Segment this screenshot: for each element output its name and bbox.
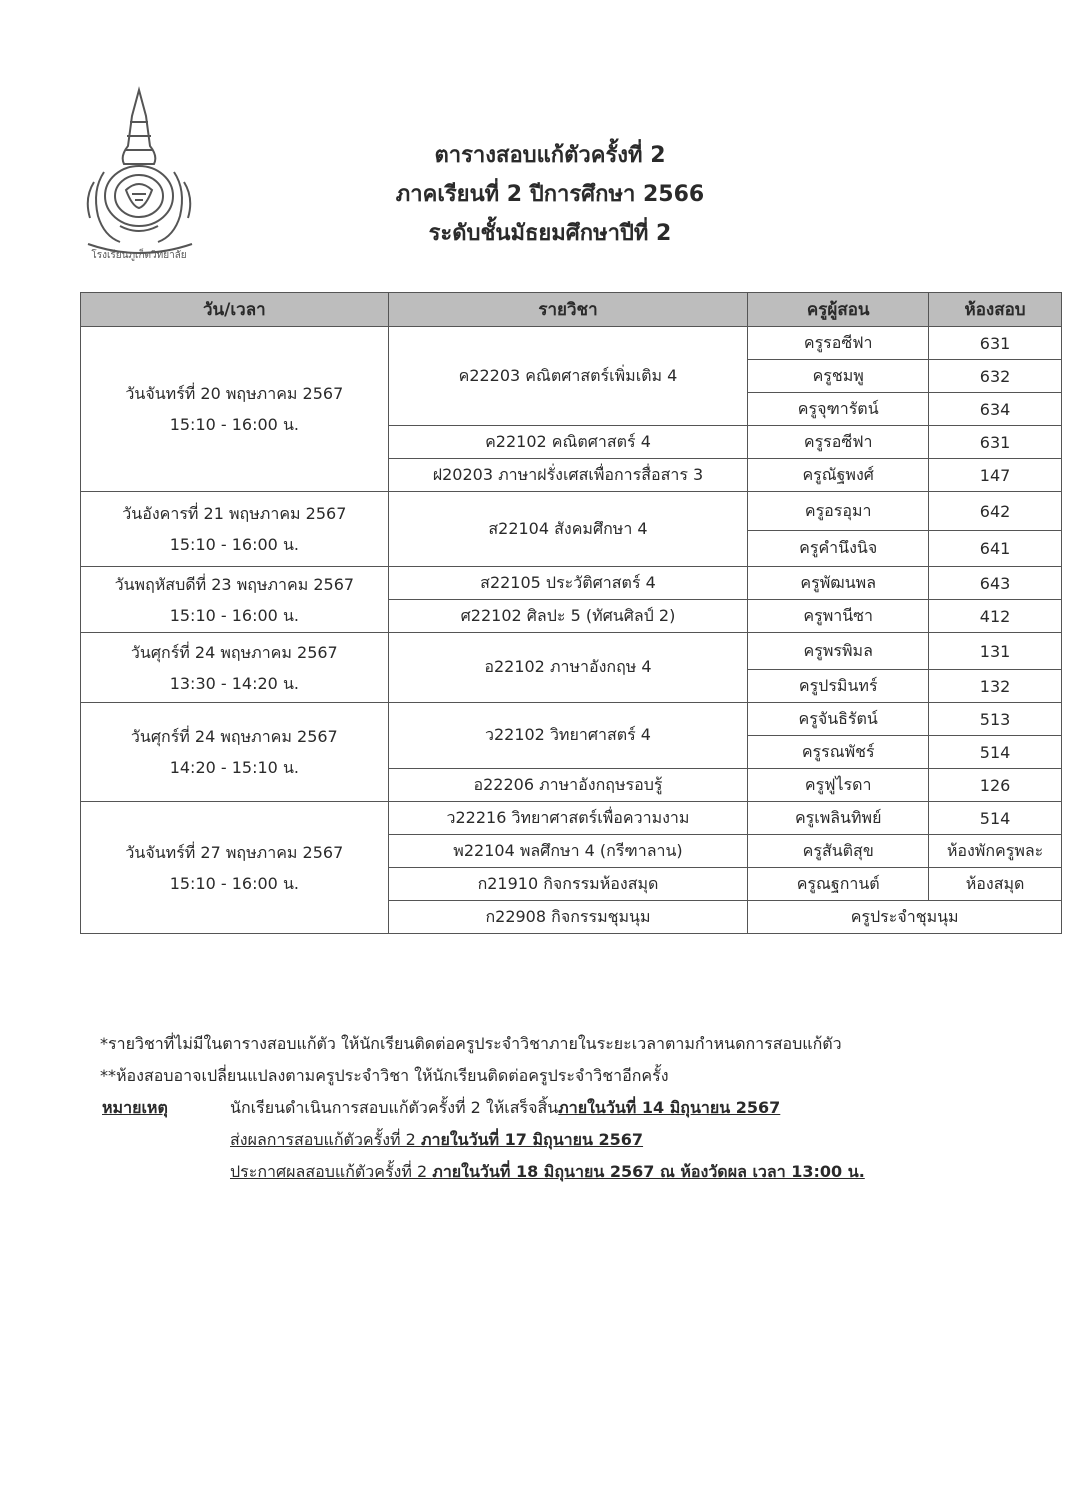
- room-cell: 632: [929, 360, 1062, 393]
- teacher-cell: ครูพรพิมล: [748, 633, 929, 670]
- session-date: วันพฤหัสบดีที่ 23 พฤษภาคม 2567: [114, 574, 355, 594]
- room-cell: 131: [929, 633, 1062, 670]
- exam-schedule-table: [80, 292, 1062, 934]
- remark-1-deadline: ภายในวันที่ 14 มิถุนายน 2567: [558, 1098, 781, 1117]
- remark-3-deadline: ภายในวันที่ 18 มิถุนายน 2567 ณ ห้องวัดผล เวลา 13:00 น.: [432, 1162, 865, 1181]
- room-cell: 513: [929, 703, 1062, 736]
- session-time: 13:30 - 14:20 น.: [169, 673, 299, 693]
- notes-section: [100, 1028, 1050, 1188]
- remark-line-1: [230, 1092, 865, 1124]
- teacher-cell: ครูณฐกานต์: [748, 868, 929, 901]
- subject-cell: ว22216 วิทยาศาสตร์เพื่อความงาม: [388, 802, 748, 835]
- remark-1-text: นักเรียนดำเนินการสอบแก้ตัวครั้งที่ 2 ให้เสร็จสิ้น: [230, 1098, 559, 1117]
- teacher-cell: ครูณัฐพงศ์: [748, 459, 929, 492]
- table-header-row: [81, 293, 1062, 327]
- session-time: 15:10 - 16:00 น.: [169, 873, 299, 893]
- teacher-cell: ครูปรมินทร์: [748, 670, 929, 703]
- teacher-cell: ครูฟูไรดา: [748, 769, 929, 802]
- room-cell: 643: [929, 567, 1062, 600]
- school-seal-icon: [80, 86, 198, 266]
- subject-cell: ก21910 กิจกรรมห้องสมุด: [388, 868, 748, 901]
- table-row: [81, 567, 1062, 600]
- session-time: 14:20 - 15:10 น.: [169, 758, 299, 777]
- subject-cell: พ22104 พลศึกษา 4 (กรีฑาลาน): [388, 835, 748, 868]
- teacher-cell: ครูอรอุมา: [748, 492, 929, 531]
- room-cell: 634: [929, 393, 1062, 426]
- teacher-cell: ครูพานีซา: [748, 600, 929, 633]
- room-cell: ห้องพักครูพละ: [929, 835, 1062, 868]
- session-cell: [81, 567, 389, 633]
- subject-cell: ฝ20203 ภาษาฝรั่งเศสเพื่อการสื่อสาร 3: [388, 459, 748, 492]
- remark-2-deadline: ภายในวันที่ 17 มิถุนายน 2567: [420, 1130, 644, 1149]
- session-date: วันอังคารที่ 21 พฤษภาคม 2567: [122, 504, 347, 523]
- teacher-cell: ครูจุฑารัตน์: [748, 393, 929, 426]
- session-time: 15:10 - 16:00 น.: [169, 535, 299, 554]
- remark-label: หมายเหตุ: [102, 1098, 168, 1117]
- subject-cell: ค22102 คณิตศาสตร์ 4: [388, 426, 748, 459]
- teacher-cell: ครูสันติสุข: [748, 835, 929, 868]
- session-cell: [81, 492, 389, 567]
- room-cell: 132: [929, 670, 1062, 703]
- room-cell: 631: [929, 426, 1062, 459]
- session-cell: [81, 633, 389, 703]
- remark-lines: [230, 1092, 865, 1188]
- table-row: [81, 633, 1062, 670]
- subject-cell: ก22908 กิจกรรมชุมนุม: [388, 901, 748, 934]
- room-cell: 514: [929, 802, 1062, 835]
- session-date: วันศุกร์ที่ 24 พฤษภาคม 2567: [130, 727, 338, 746]
- subject-cell: ส22104 สังคมศึกษา 4: [388, 492, 748, 567]
- session-date: วันจันทร์ที่ 20 พฤษภาคม 2567: [125, 384, 344, 403]
- subject-cell: ส22105 ประวัติศาสตร์ 4: [388, 567, 748, 600]
- column-header-room: ห้องสอบ: [929, 293, 1062, 327]
- subject-cell: อ22206 ภาษาอังกฤษรอบรู้: [388, 769, 748, 802]
- teacher-room-cell: ครูประจำชุมนุม: [748, 901, 1062, 934]
- title-line-3: ระดับชั้นมัธยมศึกษาปีที่ 2: [428, 221, 672, 246]
- column-header-teacher: ครูผู้สอน: [748, 293, 929, 327]
- column-header-subject: รายวิชา: [388, 293, 748, 327]
- table-row: [81, 327, 1062, 360]
- room-cell: ห้องสมุด: [929, 868, 1062, 901]
- teacher-cell: ครูจันธิรัตน์: [748, 703, 929, 736]
- note-1: *รายวิชาที่ไม่มีในตารางสอบแก้ตัว ให้นักเรียนติดต่อครูประจำวิชาภายในระยะเวลาตามกำหนดการสอบแก้ตัว: [100, 1034, 842, 1053]
- room-cell: 126: [929, 769, 1062, 802]
- table-row: [81, 492, 1062, 531]
- remark-2-text: ส่งผลการสอบแก้ตัวครั้งที่ 2: [230, 1130, 421, 1149]
- remark-line-3: [230, 1156, 865, 1188]
- subject-cell: ว22102 วิทยาศาสตร์ 4: [388, 703, 748, 769]
- subject-cell: ศ22102 ศิลปะ 5 (ทัศนศิลป์ 2): [388, 600, 748, 633]
- room-cell: 514: [929, 736, 1062, 769]
- room-cell: 147: [929, 459, 1062, 492]
- room-cell: 412: [929, 600, 1062, 633]
- teacher-cell: ครูเพลินทิพย์: [748, 802, 929, 835]
- teacher-cell: ครูรอซีฟา: [748, 426, 929, 459]
- room-cell: 631: [929, 327, 1062, 360]
- table-row: [81, 802, 1062, 835]
- subject-cell: ค22203 คณิตศาสตร์เพิ่มเติม 4: [388, 327, 748, 426]
- table-row: [81, 703, 1062, 736]
- note-2: **ห้องสอบอาจเปลี่ยนแปลงตามครูประจำวิชา ให้นักเรียนติดต่อครูประจำวิชาอีกครั้ง: [100, 1066, 669, 1085]
- session-cell: [81, 802, 389, 934]
- session-time: 15:10 - 16:00 น.: [169, 415, 299, 434]
- title-line-1: ตารางสอบแก้ตัวครั้งที่ 2: [434, 143, 666, 168]
- teacher-cell: ครูรอซีฟา: [748, 327, 929, 360]
- session-cell: [81, 703, 389, 802]
- session-date: วันจันทร์ที่ 27 พฤษภาคม 2567: [125, 842, 344, 862]
- document-title: [250, 136, 850, 253]
- remark-block: [100, 1092, 1050, 1188]
- remark-line-2: [230, 1124, 865, 1156]
- logo-caption: โรงเรียนภูเก็ตวิทยาลัย: [91, 250, 187, 261]
- room-cell: 642: [929, 492, 1062, 531]
- column-header-date-time: วัน/เวลา: [81, 293, 389, 327]
- subject-cell: อ22102 ภาษาอังกฤษ 4: [388, 633, 748, 703]
- title-line-2: ภาคเรียนที่ 2 ปีการศึกษา 2566: [395, 182, 705, 207]
- teacher-cell: ครูรณพัชร์: [748, 736, 929, 769]
- session-time: 15:10 - 16:00 น.: [169, 605, 299, 625]
- teacher-cell: ครูชมพู: [748, 360, 929, 393]
- room-cell: 641: [929, 531, 1062, 567]
- session-cell: [81, 327, 389, 492]
- session-date: วันศุกร์ที่ 24 พฤษภาคม 2567: [130, 642, 338, 662]
- teacher-cell: ครูพัฒนพล: [748, 567, 929, 600]
- teacher-cell: ครูคำนึงนิจ: [748, 531, 929, 567]
- remark-3-text: ประกาศผลสอบแก้ตัวครั้งที่ 2: [230, 1162, 433, 1181]
